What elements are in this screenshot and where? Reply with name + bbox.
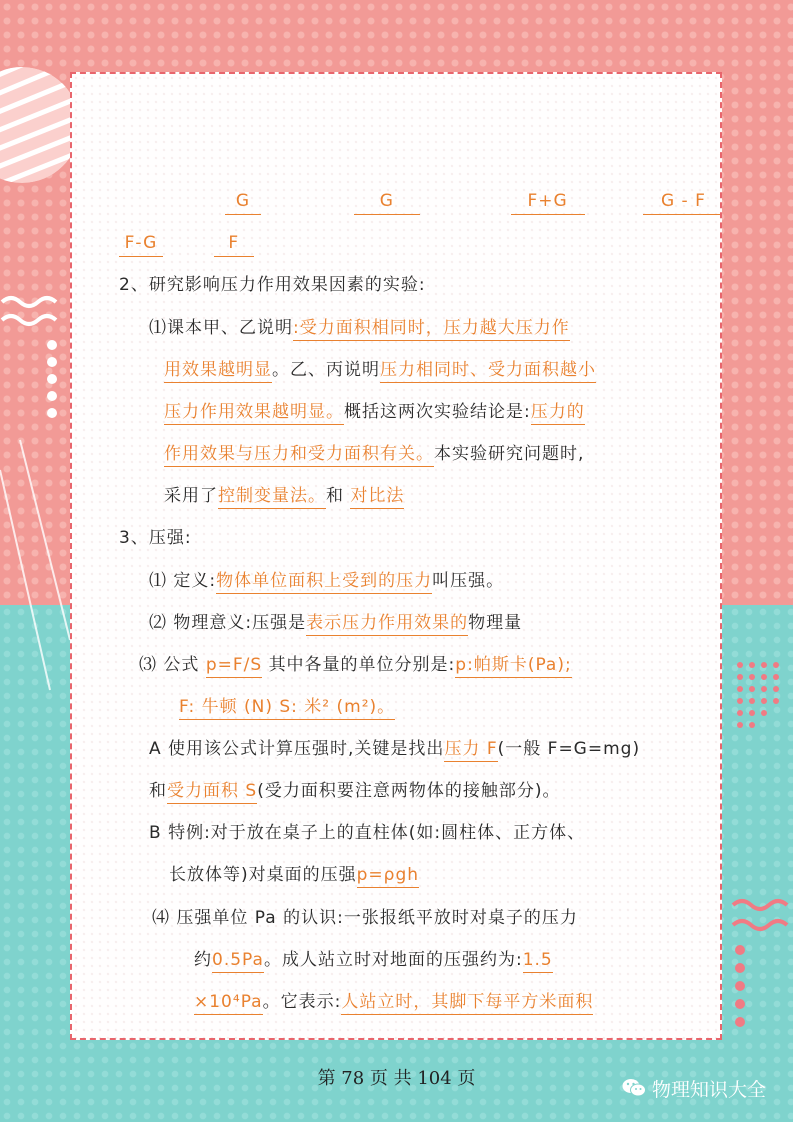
s3-unit-pa-3: ×10⁴Pa。它表示:人站立时，其脚下每平方米面积 — [194, 991, 593, 1013]
blank-g1: G — [225, 190, 261, 215]
s3-definition: ⑴ 定义:物体单位面积上受到的压力叫压强。 — [149, 570, 504, 592]
watermark — [622, 1075, 766, 1103]
blank-g-minus-f: G - F — [643, 190, 722, 215]
blank-g2: G — [354, 190, 420, 215]
blank-f: F — [214, 232, 254, 257]
s2-line-4: 作用效果与压力和受力面积有关。本实验研究问题时, — [164, 443, 584, 465]
section-3-heading: 3、压强: — [119, 528, 192, 548]
content-card — [70, 72, 722, 1040]
wechat-icon — [622, 1078, 646, 1103]
s3-note-a1: A 使用该公式计算压强时,关键是找出压力 F(一般 F=G=mg) — [149, 738, 640, 760]
s2-line-3: 压力作用效果越明显。概括这两次实验结论是:压力的 — [164, 401, 585, 423]
blank-f-minus-g: F-G — [119, 232, 163, 257]
s3-meaning: ⑵ 物理意义:压强是表示压力作用效果的物理量 — [149, 612, 522, 634]
page-footer: 第 78 页 共 104 页 — [317, 1068, 476, 1089]
s2-line-1: ⑴课本甲、乙说明:受力面积相同时，压力越大压力作 — [149, 317, 570, 339]
s3-formula: ⑶ 公式 p=F/S 其中各量的单位分别是:p:帕斯卡(Pa); — [139, 654, 572, 676]
blank-row-2 — [119, 232, 254, 257]
watermark-text: 物理知识大全 — [652, 1079, 767, 1101]
s3-units: F: 牛顿 (N) S: 米² (m²)。 — [179, 696, 395, 718]
s2-line-2: 用效果越明显。乙、丙说明压力相同时、受力面积越小 — [164, 359, 596, 381]
s3-note-b2: 长放体等)对桌面的压强p=ρgh — [169, 864, 419, 886]
s3-unit-pa-1: ⑷ 压强单位 Pa 的认识:一张报纸平放时对桌子的压力 — [152, 908, 578, 928]
s3-unit-pa-2: 约0.5Pa。成人站立时对地面的压强约为:1.5 — [194, 949, 553, 971]
section-2-heading: 2、研究影响压力作用效果因素的实验: — [119, 275, 426, 295]
blank-f-plus-g: F+G — [511, 190, 585, 215]
s3-note-b1: B 特例:对于放在桌子上的直柱体(如:圆柱体、正方体、 — [149, 823, 586, 843]
s2-line-5: 采用了控制变量法。和 对比法 — [164, 485, 404, 507]
blank-row-1 — [225, 190, 722, 215]
s3-note-a2: 和受力面积 S(受力面积要注意两物体的接触部分)。 — [149, 780, 560, 802]
